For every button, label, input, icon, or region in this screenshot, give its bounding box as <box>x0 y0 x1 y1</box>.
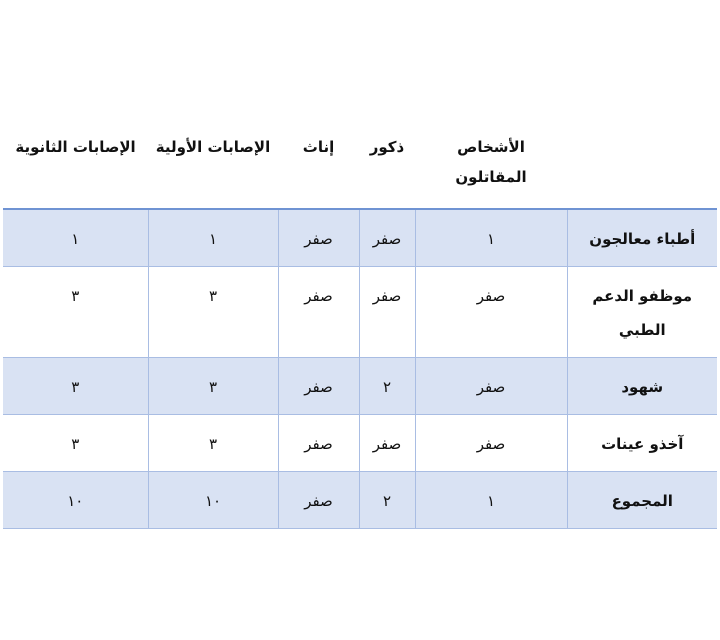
data-table <box>3 122 717 529</box>
table-cell: ٣ <box>3 267 148 358</box>
table-cell: صفر <box>415 415 567 472</box>
table-cell: ١٠ <box>148 472 278 529</box>
row-label: موظفو الدعم الطبي <box>567 267 717 358</box>
table-cell: ١٠ <box>3 472 148 529</box>
table-cell: صفر <box>415 267 567 358</box>
table-cell: ٣ <box>3 415 148 472</box>
table-row-total <box>3 472 717 529</box>
row-label: أطباء معالجون <box>567 209 717 267</box>
table-cell: ١ <box>148 209 278 267</box>
table-cell: ٣ <box>148 267 278 358</box>
header-secondary-injuries: الإصابات الثانوية <box>15 138 136 156</box>
table-cell: صفر <box>278 472 359 529</box>
header-males: ذكور <box>369 138 405 156</box>
table-cell: صفر <box>278 267 359 358</box>
table-cell: صفر <box>278 415 359 472</box>
table-row <box>3 358 717 415</box>
table-cell: صفر <box>278 358 359 415</box>
data-table-container <box>3 122 717 529</box>
header-females: إناث <box>302 138 335 156</box>
table-cell: ١ <box>3 209 148 267</box>
table-cell: ٣ <box>148 415 278 472</box>
table-cell: ١ <box>415 209 567 267</box>
table-row <box>3 267 717 358</box>
header-combatants: الأشخاص المقاتلون <box>455 138 527 186</box>
table-cell: صفر <box>359 267 415 358</box>
table-cell: ٢ <box>359 472 415 529</box>
table-cell: ١ <box>415 472 567 529</box>
header-primary-injuries: الإصابات الأولية <box>155 138 271 156</box>
row-label: شهود <box>567 358 717 415</box>
table-cell: ٣ <box>3 358 148 415</box>
table-cell: صفر <box>359 209 415 267</box>
table-cell: صفر <box>359 415 415 472</box>
table-cell: ٢ <box>359 358 415 415</box>
table-row <box>3 209 717 267</box>
header-row-label <box>567 122 717 209</box>
row-label: آخذو عينات <box>567 415 717 472</box>
table-row <box>3 415 717 472</box>
table-cell: صفر <box>278 209 359 267</box>
header-row <box>3 122 717 209</box>
table-cell: ٣ <box>148 358 278 415</box>
row-label-total: المجموع <box>567 472 717 529</box>
table-cell: صفر <box>415 358 567 415</box>
